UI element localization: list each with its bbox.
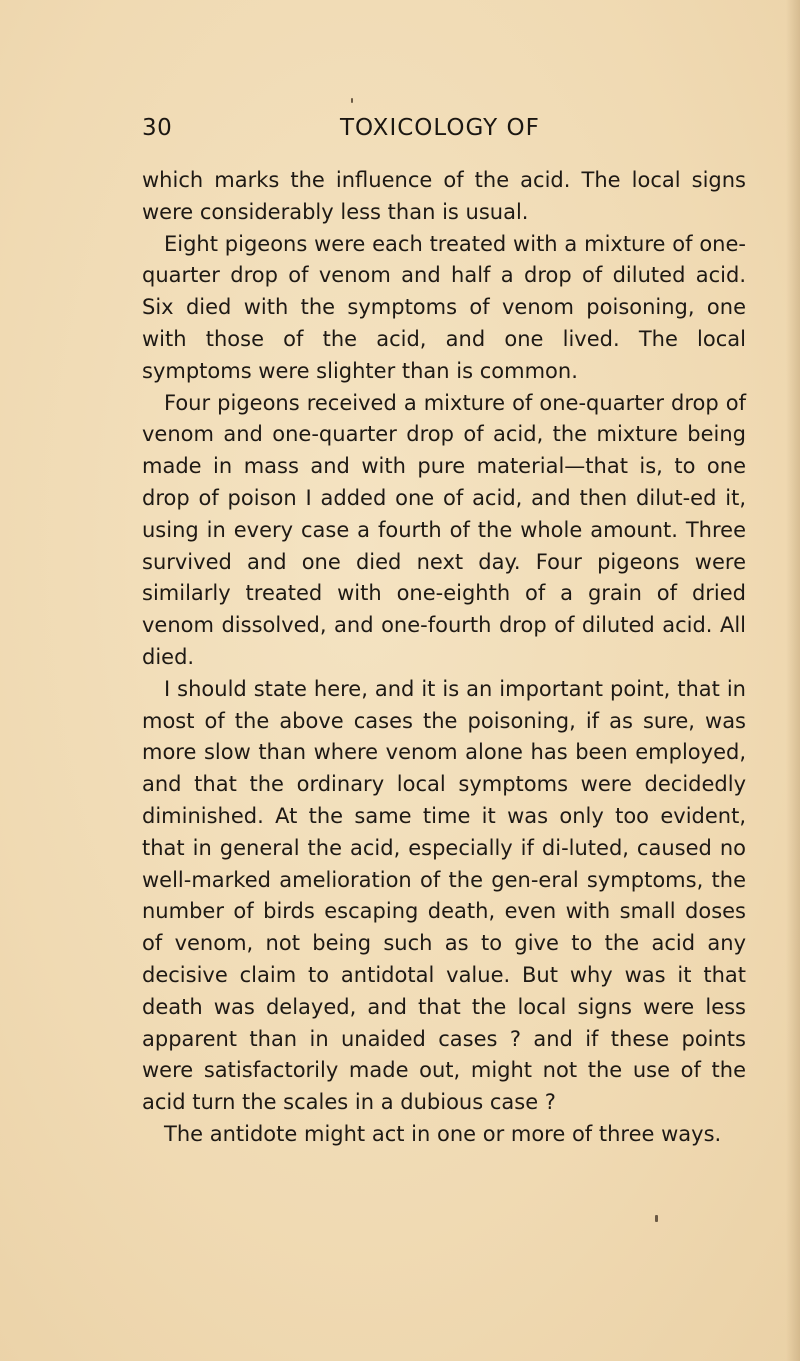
ink-speck	[351, 98, 353, 103]
page-header	[0, 115, 800, 145]
paragraph-antidote: The antidote might act in one or more of three ways.	[164, 1121, 722, 1146]
body-text	[142, 165, 746, 1151]
paragraph-eight-pigeons: Eight pigeons were each treated with a mixture of one-quarter drop of venom and half a drop of diluted acid. Six died with the symptoms of venom poisoning, one with those of the acid, and one lived. The local symptoms were slighter than is common.	[142, 231, 746, 383]
paragraph-important-point: I should state here, and it is an important point, that in most of the above cases the poisoning, if as sure, was more slow than where venom alone has been employed, and that the ordinary local symptoms were decidedly diminished. At the same time it was only too evident, that in general the acid, especially if di-luted, caused no well-marked amelioration of the gen-eral symptoms, the number of birds escaping death, even with small doses of venom, not being such as to give to the acid any decisive claim to antidotal value. But why was it that death was delayed, and that the local signs were less apparent than in unaided cases ? and if these points were satisfactorily made out, might not the use of the acid turn the scales in a dubious case ?	[142, 676, 746, 1115]
paragraph-four-pigeons: Four pigeons received a mixture of one-quarter drop of venom and one-quarter drop of acid, the mixture being made in mass and with pure material—that is, to one drop of poison I added one of acid, and then dilut-ed it, using in every case a fourth of the whole amount. Three survived and one died next day. Four pigeons were similarly treated with one-eighth of a grain of dried venom dissolved, and one-fourth drop of diluted acid. All died.	[142, 390, 746, 669]
page-number: 30	[142, 115, 173, 141]
paragraph-continued: which marks the influence of the acid. The local signs were considerably less than is usual.	[142, 168, 746, 224]
page-edge-shadow	[786, 0, 800, 1361]
running-head: TOXICOLOGY OF	[340, 115, 540, 141]
ink-speck	[655, 1215, 658, 1222]
